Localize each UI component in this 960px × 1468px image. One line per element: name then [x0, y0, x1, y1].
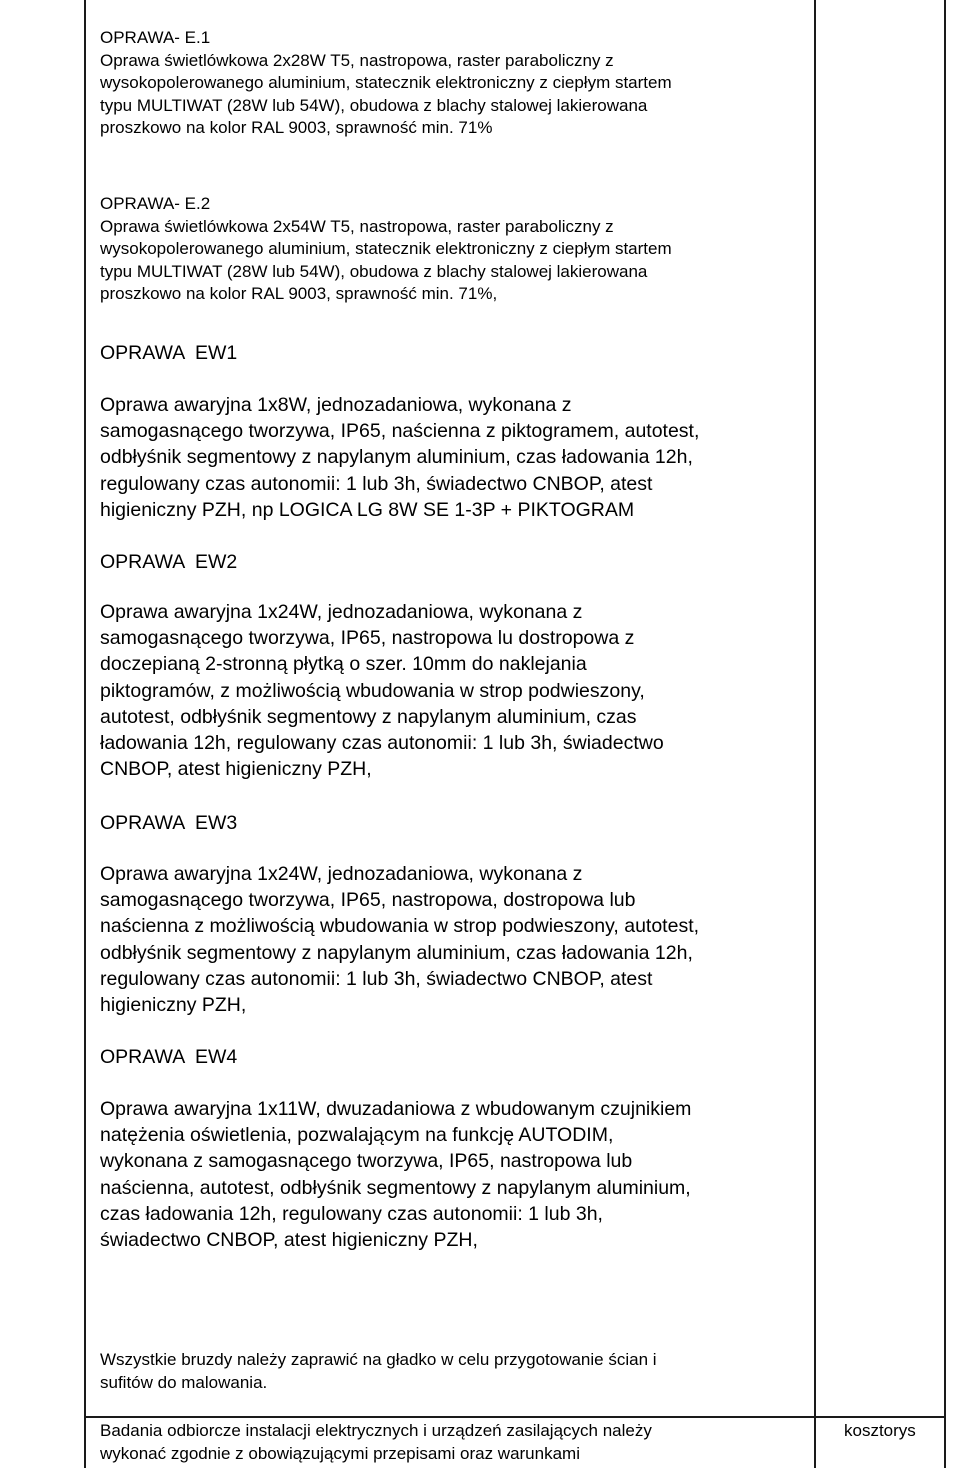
- table-border-right: [944, 0, 946, 1468]
- item-description: Oprawa świetlówkowa 2x28W T5, nastropowa, raster paraboliczny z wysokopolerowanego aluminium, statecznik elektroniczny z ciepłym startem typu MULTIWAT (28W lub 54W), obudowa z blachy stalowej lakierowana proszkowo na kolor RAL 9003, sprawność min. 71%: [100, 50, 672, 137]
- footer-left-text: Badania odbiorcze instalacji elektrycznych i urządzeń zasilających należy wykonać zgodnie z obowiązującymi przepisami oraz warunkami: [100, 1421, 652, 1463]
- note-text: Wszystkie bruzdy należy zaprawić na gładko w celu przygotowanie ścian i sufitów do malowania.: [100, 1350, 657, 1392]
- item-code: OPRAWA EW4: [100, 1046, 238, 1068]
- item-description: Oprawa awaryjna 1x11W, dwuzadaniowa z wbudowanym czujnikiem natężenia oświetlenia, pozwalającym na funkcję AUTODIM, wykonana z samogasnącego tworzywa, IP65, nastropowa lub naścienna, autotest, odbłyśnik segmentowy z napylanym aluminium, czas ładowania 12h, regulowany czas autonomii: 1 lub 3h, świadectwo CNBOP, atest higieniczny PZH,: [100, 1098, 692, 1252]
- table-row-divider: [84, 1416, 946, 1418]
- item-description: Oprawa świetlówkowa 2x54W T5, nastropowa, raster paraboliczny z wysokopolerowanego aluminium, statecznik elektroniczny z ciepłym startem typu MULTIWAT (28W lub 54W), obudowa z blachy stalowej lakierowana proszkowo na kolor RAL 9003, sprawność min. 71%,: [100, 216, 672, 303]
- item-description: Oprawa awaryjna 1x24W, jednozadaniowa, wykonana z samogasnącego tworzywa, IP65, nastropowa lu dostropowa z doczepianą 2-stronną płytką o szer. 10mm do naklejania piktogramów, z możliwością wbudowania w strop podwieszony, autotest, odbłyśnik segmentowy z napylanym aluminium, czas ładowania 12h, regulowany czas autonomii: 1 lub 3h, świadectwo CNBOP, atest higieniczny PZH,: [100, 601, 664, 781]
- item-code: OPRAWA EW1: [100, 342, 238, 364]
- footer-right-text: kosztorys: [844, 1421, 916, 1440]
- item-description: Oprawa awaryjna 1x8W, jednozadaniowa, wykonana z samogasnącego tworzywa, IP65, naścienna z piktogramem, autotest, odbłyśnik segmentowy z napylanym aluminium, czas ładowania 12h, regulowany czas autonomii: 1 lub 3h, świadectwo CNBOP, atest higieniczny PZH, np LOGICA LG 8W SE 1-3P + PIKTOGRAM: [100, 394, 700, 521]
- item-code: OPRAWA- E.2: [100, 194, 211, 213]
- table-border-middle: [814, 0, 816, 1468]
- item-code: OPRAWA EW3: [100, 812, 238, 834]
- table-border-left: [84, 0, 86, 1468]
- item-code: OPRAWA- E.1: [100, 28, 211, 47]
- item-description: Oprawa awaryjna 1x24W, jednozadaniowa, wykonana z samogasnącego tworzywa, IP65, nastropowa, dostropowa lub naścienna z możliwością wbudowania w strop podwieszony, autotest, odbłyśnik segmentowy z napylanym aluminium, czas ładowania 12h, regulowany czas autonomii: 1 lub 3h, świadectwo CNBOP, atest higieniczny PZH,: [100, 863, 700, 1017]
- item-code: OPRAWA EW2: [100, 551, 238, 573]
